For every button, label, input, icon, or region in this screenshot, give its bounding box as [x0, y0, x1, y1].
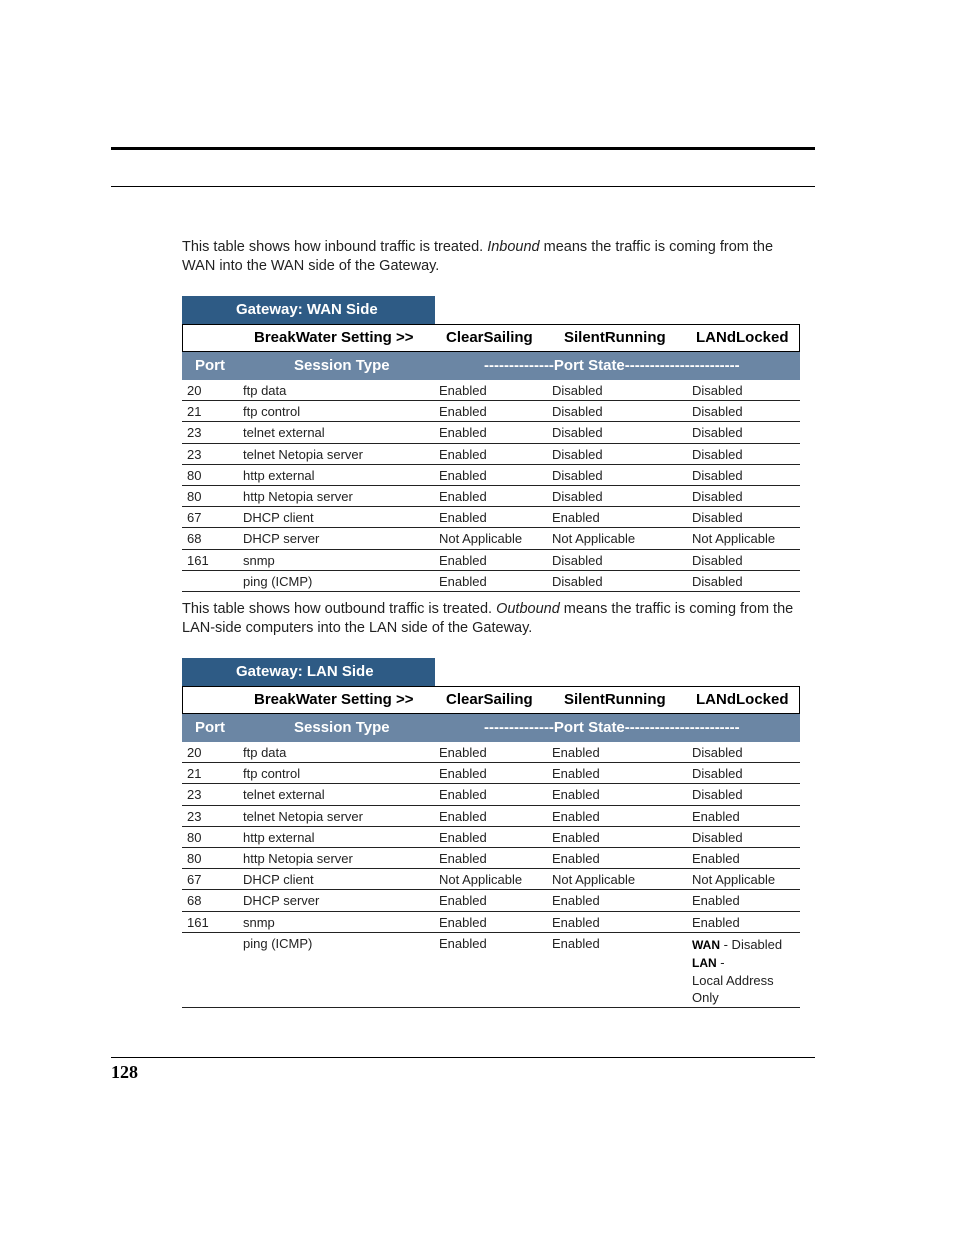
cell-landlocked: Disabled	[692, 425, 743, 441]
cell-clearsailing: Enabled	[439, 766, 487, 782]
breakwater-setting-label: BreakWater Setting >>	[254, 329, 414, 346]
table-row	[182, 486, 800, 507]
cell-silentrunning: Enabled	[552, 850, 600, 866]
table-row	[182, 571, 800, 592]
table-row	[182, 528, 800, 549]
port-state-header: --------------Port State-----------------------	[484, 357, 740, 374]
wan-state: - Disabled	[720, 936, 783, 952]
port-header: Port	[195, 357, 225, 374]
cell-silentrunning: Disabled	[552, 383, 603, 398]
cell-clearsailing: Enabled	[439, 446, 487, 462]
breakwater-setting-row	[182, 324, 800, 352]
cell-session-type: http Netopia server	[243, 488, 353, 504]
cell-session-type: snmp	[243, 914, 275, 930]
cell-port: 68	[187, 531, 202, 547]
cell-landlocked: Enabled	[692, 850, 740, 866]
cell-port: 23	[187, 808, 202, 824]
cell-landlocked: Enabled	[692, 914, 740, 930]
cell-silentrunning: Disabled	[552, 404, 603, 420]
lan-side-table	[182, 658, 800, 1008]
cell-clearsailing: Enabled	[439, 745, 487, 760]
cell-silentrunning: Not Applicable	[552, 872, 636, 888]
cell-session-type: DHCP server	[243, 893, 320, 909]
table-row	[182, 742, 800, 763]
wan-side-table	[182, 296, 800, 592]
mode-clearsailing: ClearSailing	[446, 329, 533, 346]
cell-port: 80	[187, 467, 202, 483]
cell-clearsailing: Enabled	[439, 787, 487, 803]
port-state-header: --------------Port State-----------------------	[484, 719, 740, 736]
table-row	[182, 784, 800, 805]
cell-landlocked: Disabled	[692, 510, 743, 526]
outbound-intro	[182, 600, 807, 638]
table-row	[182, 827, 800, 848]
outbound-intro-text: This table shows how outbound traffic is treated.	[182, 601, 497, 617]
lan-state-line2: Local Address	[692, 972, 774, 988]
table-row	[182, 550, 800, 571]
cell-silentrunning: Disabled	[552, 467, 603, 483]
table-row	[182, 848, 800, 869]
cell-clearsailing: Enabled	[439, 467, 487, 483]
table-row	[182, 806, 800, 827]
table-row	[182, 465, 800, 486]
cell-session-type: ftp control	[243, 404, 301, 420]
cell-session-type: http external	[243, 829, 315, 845]
cell-silentrunning: Enabled	[552, 935, 600, 951]
table-row	[182, 422, 800, 443]
cell-silentrunning: Enabled	[552, 808, 600, 824]
inbound-intro-emphasis: Inbound	[487, 239, 540, 255]
header-rule-thin	[111, 186, 815, 187]
wan-table-title: Gateway: WAN Side	[182, 296, 435, 324]
table-row	[182, 869, 800, 890]
lan-label: LAN	[692, 955, 717, 970]
cell-silentrunning: Enabled	[552, 829, 600, 845]
table-row	[182, 763, 800, 784]
outbound-intro-text-end: means the traffic is coming from the LAN-side computers into the LAN side of the Gateway.	[182, 601, 794, 636]
cell-port: 67	[187, 872, 202, 888]
cell-silentrunning: Enabled	[552, 510, 600, 526]
cell-port: 23	[187, 425, 202, 441]
breakwater-setting-row	[182, 686, 800, 714]
cell-clearsailing: Enabled	[439, 383, 487, 398]
cell-clearsailing: Enabled	[439, 552, 487, 568]
cell-landlocked: Disabled	[692, 745, 743, 760]
cell-session-type: DHCP server	[243, 531, 320, 547]
cell-clearsailing: Enabled	[439, 935, 487, 951]
cell-silentrunning: Enabled	[552, 766, 600, 782]
cell-session-type: http external	[243, 467, 315, 483]
cell-landlocked: Not Applicable	[692, 872, 776, 888]
cell-landlocked: Disabled	[692, 787, 743, 803]
inbound-intro-text: This table shows how inbound traffic is treated.	[182, 239, 488, 255]
inbound-intro-text-end: means the traffic is coming from the WAN into the WAN side of the Gateway.	[182, 239, 774, 274]
cell-clearsailing: Enabled	[439, 829, 487, 845]
cell-port: 80	[187, 829, 202, 845]
cell-silentrunning: Enabled	[552, 893, 600, 909]
cell-silentrunning: Not Applicable	[552, 531, 636, 547]
header-rule-thick	[111, 147, 815, 150]
cell-clearsailing: Enabled	[439, 488, 487, 504]
cell-port: 80	[187, 488, 202, 504]
lan-table-title: Gateway: LAN Side	[182, 658, 435, 686]
cell-session-type: telnet Netopia server	[243, 446, 363, 462]
cell-silentrunning: Enabled	[552, 745, 600, 760]
cell-session-type: DHCP client	[243, 510, 314, 526]
port-header: Port	[195, 719, 225, 736]
cell-silentrunning: Enabled	[552, 787, 600, 803]
cell-landlocked: Disabled	[692, 383, 743, 398]
cell-session-type: telnet external	[243, 425, 325, 441]
cell-session-type: ftp data	[243, 383, 287, 398]
table-row	[182, 912, 800, 933]
wan-label: WAN	[692, 937, 720, 952]
cell-landlocked: Disabled	[692, 488, 743, 504]
cell-silentrunning: Disabled	[552, 446, 603, 462]
cell-clearsailing: Enabled	[439, 404, 487, 420]
cell-session-type: ping (ICMP)	[243, 935, 313, 951]
cell-landlocked: Disabled	[692, 829, 743, 845]
cell-landlocked: Disabled	[692, 467, 743, 483]
cell-clearsailing: Enabled	[439, 850, 487, 866]
cell-port: 80	[187, 850, 202, 866]
cell-silentrunning: Enabled	[552, 914, 600, 930]
lan-state-line3: Only	[692, 989, 719, 1005]
cell-landlocked: Enabled	[692, 893, 740, 909]
cell-session-type: ping (ICMP)	[243, 573, 313, 589]
column-header-row	[182, 352, 800, 380]
session-type-header: Session Type	[294, 719, 390, 736]
mode-landlocked: LANdLocked	[696, 691, 789, 708]
lan-table-body	[182, 742, 800, 933]
cell-session-type: ftp data	[243, 745, 287, 760]
cell-landlocked: Enabled	[692, 808, 740, 824]
cell-port: 23	[187, 446, 202, 462]
cell-clearsailing: Not Applicable	[439, 872, 523, 888]
cell-port: 20	[187, 745, 202, 760]
wan-table-body	[182, 380, 800, 592]
table-row	[182, 890, 800, 911]
table-row	[182, 507, 800, 528]
cell-landlocked: Disabled	[692, 552, 743, 568]
cell-port: 68	[187, 893, 202, 909]
cell-clearsailing: Enabled	[439, 808, 487, 824]
cell-session-type: snmp	[243, 552, 275, 568]
cell-session-type: telnet external	[243, 787, 325, 803]
lan-state: -	[716, 954, 725, 970]
table-row	[182, 444, 800, 465]
cell-clearsailing: Enabled	[439, 914, 487, 930]
session-type-header: Session Type	[294, 357, 390, 374]
mode-silentrunning: SilentRunning	[564, 691, 666, 708]
cell-clearsailing: Enabled	[439, 893, 487, 909]
cell-port: 23	[187, 787, 202, 803]
cell-landlocked: Disabled	[692, 446, 743, 462]
table-row	[182, 401, 800, 422]
cell-session-type: telnet Netopia server	[243, 808, 363, 824]
outbound-intro-emphasis: Outbound	[496, 601, 560, 617]
cell-landlocked	[692, 936, 782, 1006]
cell-silentrunning: Disabled	[552, 552, 603, 568]
cell-port: 67	[187, 510, 202, 526]
cell-session-type: http Netopia server	[243, 850, 353, 866]
table-row	[182, 380, 800, 401]
cell-port: 20	[187, 383, 202, 398]
page-number: 128	[111, 1062, 138, 1082]
mode-clearsailing: ClearSailing	[446, 691, 533, 708]
cell-clearsailing: Not Applicable	[439, 531, 523, 547]
cell-landlocked: Not Applicable	[692, 531, 776, 547]
breakwater-setting-label: BreakWater Setting >>	[254, 691, 414, 708]
mode-silentrunning: SilentRunning	[564, 329, 666, 346]
cell-port: 21	[187, 404, 202, 420]
cell-session-type: ftp control	[243, 766, 301, 782]
cell-landlocked: Disabled	[692, 404, 743, 420]
cell-landlocked: Disabled	[692, 573, 743, 589]
footer-rule	[111, 1057, 815, 1058]
inbound-intro	[182, 238, 807, 276]
cell-silentrunning: Disabled	[552, 573, 603, 589]
cell-silentrunning: Disabled	[552, 425, 603, 441]
cell-clearsailing: Enabled	[439, 425, 487, 441]
mode-landlocked: LANdLocked	[696, 329, 789, 346]
cell-clearsailing: Enabled	[439, 510, 487, 526]
column-header-row	[182, 714, 800, 742]
cell-clearsailing: Enabled	[439, 573, 487, 589]
cell-port: 161	[187, 552, 209, 568]
cell-landlocked: Disabled	[692, 766, 743, 782]
cell-port: 21	[187, 766, 202, 782]
cell-silentrunning: Disabled	[552, 488, 603, 504]
table-row-ping	[182, 933, 800, 1008]
cell-port: 161	[187, 914, 209, 930]
cell-session-type: DHCP client	[243, 872, 314, 888]
